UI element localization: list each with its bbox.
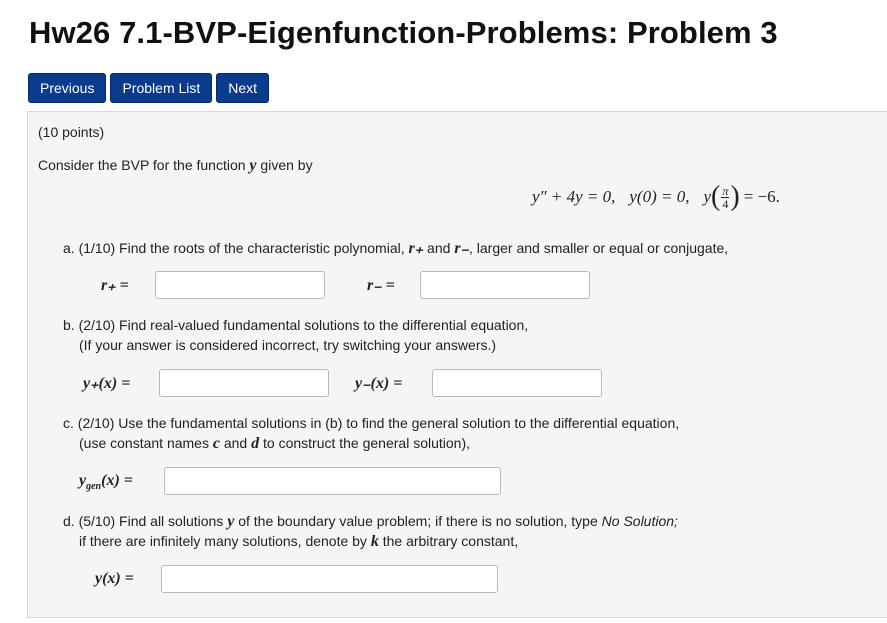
previous-button[interactable]: Previous [28, 73, 106, 103]
part-d-y: y [227, 513, 235, 530]
part-d-line1-prefix: d. (5/10) Find all solutions [63, 513, 228, 529]
r-minus-symbol: r₋ [454, 240, 469, 257]
part-a-prefix: a. (1/10) Find the roots of the characteristic polynomial, [63, 240, 409, 256]
part-a-text [63, 238, 728, 258]
ode-equation: y″ + 4y = 0, [532, 187, 616, 206]
r-plus-label-text: r₊ = [101, 277, 129, 294]
part-c-line2-prefix: (use constant names [79, 435, 213, 451]
intro-prefix: Consider the BVP for the function [38, 157, 250, 173]
y-gen-subscript: gen [86, 481, 102, 493]
y-minus-input[interactable] [432, 369, 602, 397]
y-plus-label-text: y₊(x) = [83, 375, 131, 392]
intro-suffix: given by [256, 157, 313, 173]
part-d-line2-suffix: the arbitrary constant, [378, 533, 519, 549]
left-paren: ( [711, 181, 721, 212]
y-gen-label [79, 472, 133, 492]
y-solution-label-text: y(x) = [95, 570, 134, 587]
part-b-line-1: b. (2/10) Find real-valued fundamental solutions to the differential equation, [63, 317, 529, 333]
y-plus-input[interactable] [159, 369, 329, 397]
fraction-numerator: π [722, 183, 729, 198]
r-plus-label [101, 275, 129, 295]
constant-c: c [212, 435, 220, 452]
problem-intro [38, 157, 313, 175]
part-a-and: and [423, 240, 455, 256]
y-gen-symbol: y [79, 472, 87, 489]
next-button[interactable]: Next [216, 73, 269, 103]
part-d-line-1 [63, 513, 678, 531]
y-plus-label [83, 373, 130, 393]
part-d-line-2 [79, 533, 518, 551]
r-plus-symbol: r₊ [408, 240, 424, 257]
problem-list-button[interactable]: Problem List [110, 73, 212, 103]
bc2-function: y [703, 187, 712, 206]
part-a-suffix: , larger and smaller or equal or conjugate, [468, 240, 729, 256]
part-c-line-2 [79, 435, 470, 453]
y-solution-input[interactable] [161, 565, 498, 593]
part-c-line2-suffix: to construct the general solution), [259, 435, 471, 451]
bvp-equation [532, 183, 780, 211]
part-b-line-2: (If your answer is considered incorrect, try switching your answers.) [79, 337, 497, 353]
y-minus-label [355, 373, 402, 393]
right-paren: ) [730, 181, 740, 212]
intro-variable: y [249, 157, 257, 174]
part-c-line-1: c. (2/10) Use the fundamental solutions in (b) to find the general solution to the differential equation, [63, 415, 680, 431]
r-minus-label [367, 275, 395, 295]
part-d-line1-mid: of the boundary value problem; if there is no solution, type [234, 513, 602, 529]
y-minus-label-text: y₋(x) = [355, 375, 403, 392]
y-gen-label-rest: (x) = [101, 472, 133, 489]
y-solution-label [95, 570, 134, 588]
part-d-line2-prefix: if there are infinitely many solutions, denote by [79, 533, 371, 549]
fraction-denominator: 4 [722, 196, 729, 211]
boundary-condition-2-value: = −6. [743, 187, 780, 206]
boundary-condition-1: y(0) = 0, [629, 187, 690, 206]
r-minus-label-text: r₋ = [367, 277, 395, 294]
r-plus-input[interactable] [155, 271, 325, 299]
constant-d: d [251, 435, 260, 452]
pi-over-four-fraction [721, 185, 729, 210]
problem-navigation [28, 73, 269, 103]
r-minus-input[interactable] [420, 271, 590, 299]
y-gen-input[interactable] [164, 467, 501, 495]
no-solution-keyword: No Solution; [601, 513, 678, 529]
page-title: Hw26 7.1-BVP-Eigenfunction-Problems: Problem 3 [29, 15, 778, 50]
points-label: (10 points) [38, 124, 105, 140]
constant-k: k [370, 533, 379, 550]
part-c-and: and [219, 435, 252, 451]
